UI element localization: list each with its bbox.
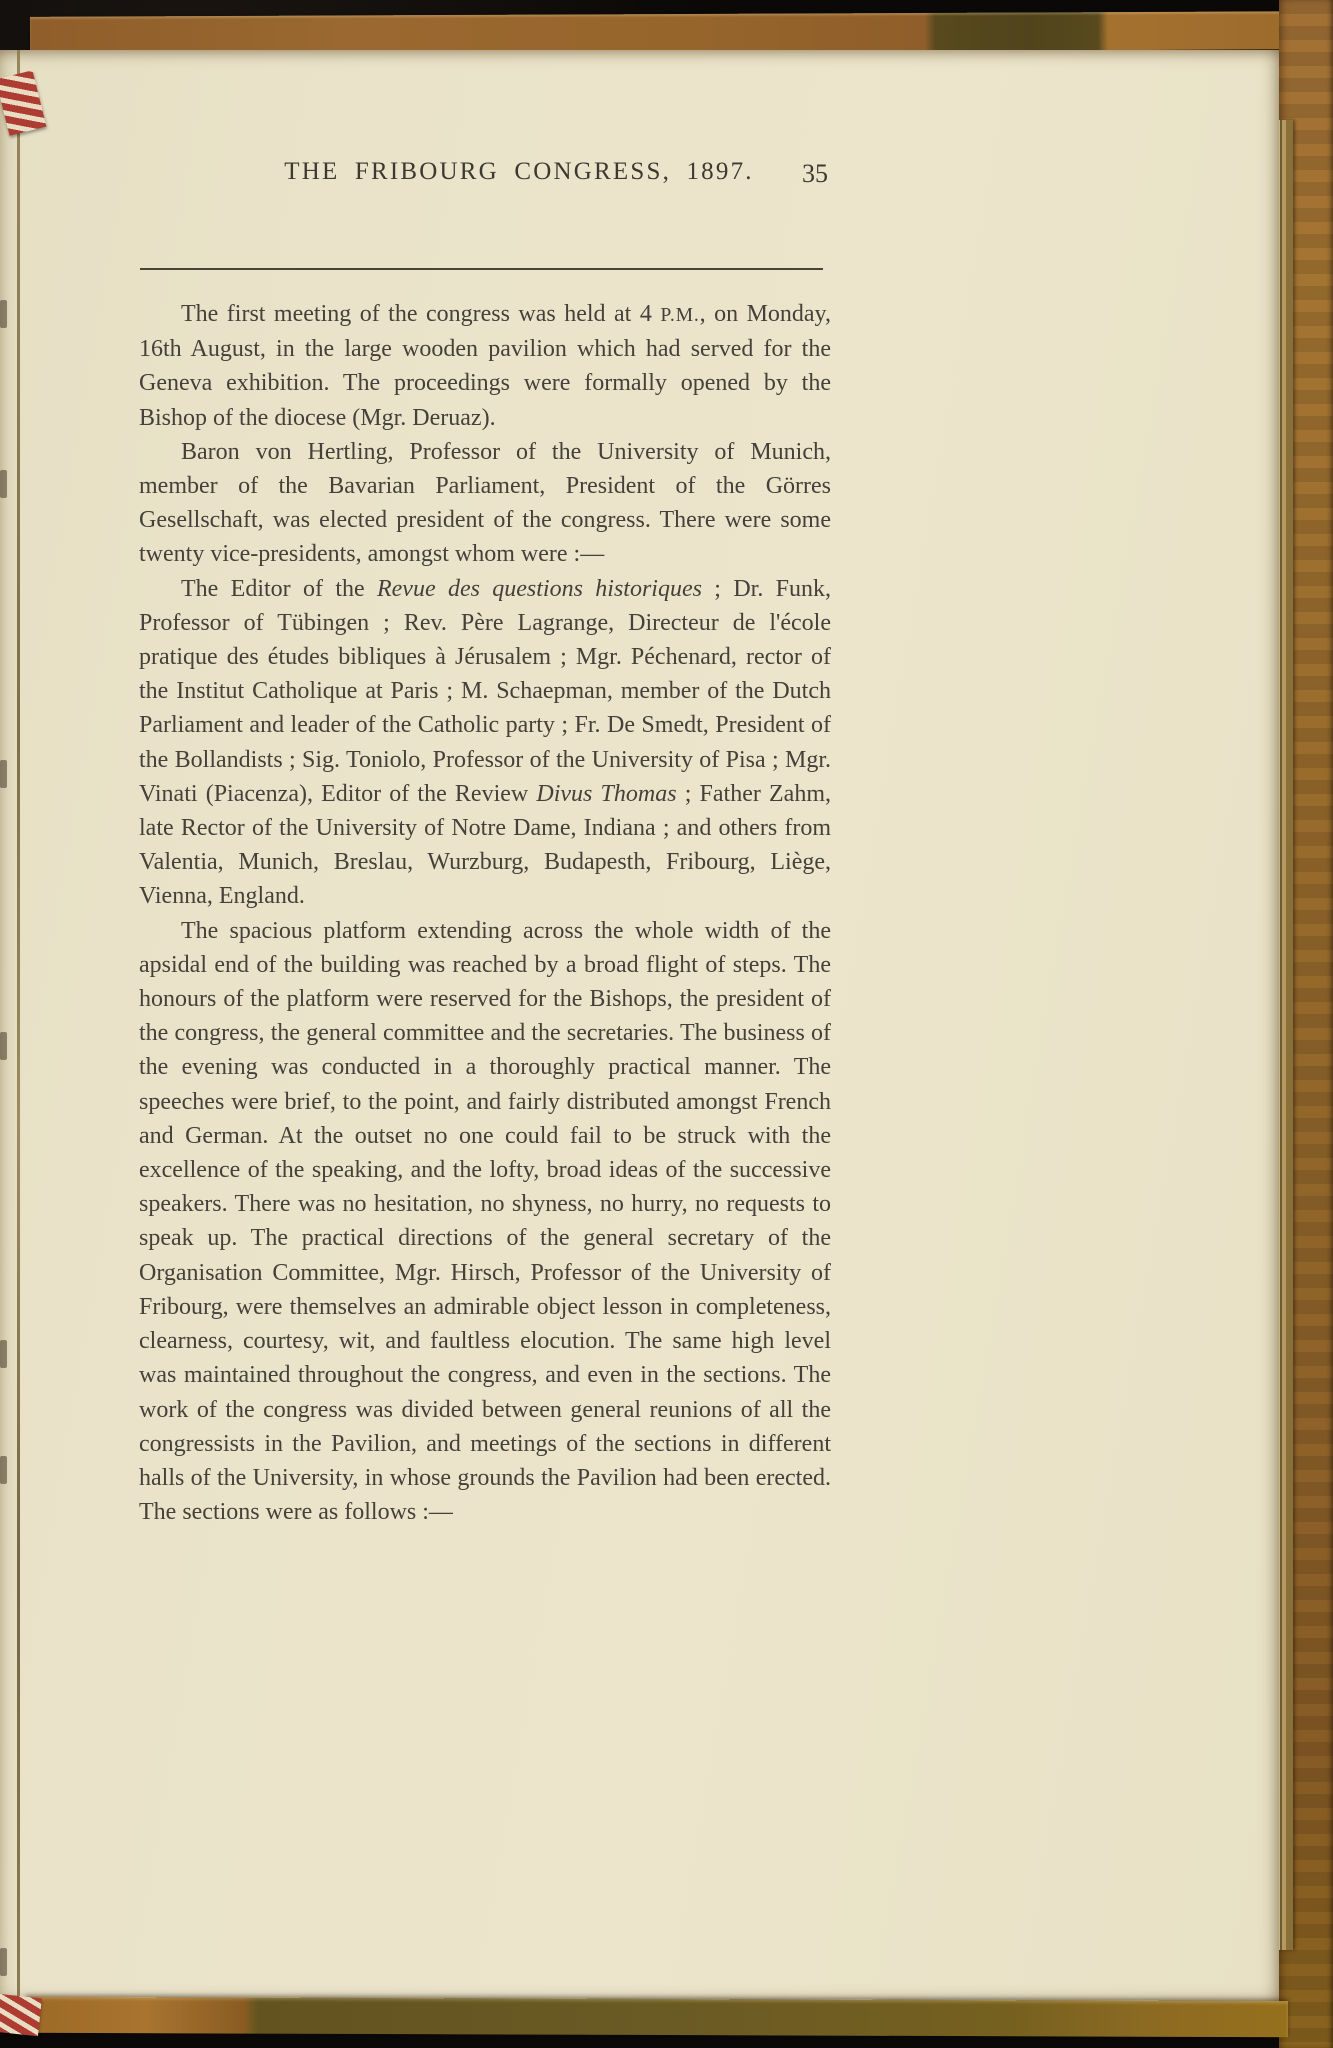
page-edge-mark <box>0 470 7 498</box>
text-segment: ; Father Zahm, late Rector of the University of Notre Dame, Indiana ; and others from Valentia, Munich, Breslau, Wurzburg, Budapesth, Fribourg, Liège, Vienna, England. <box>139 780 832 910</box>
book-cover-top-edge <box>30 11 1333 55</box>
text-segment: Divus Thomas <box>536 780 677 807</box>
paragraph <box>139 297 831 435</box>
page-gutter-crease <box>17 50 20 2002</box>
book-cover-bottom-edge <box>26 1997 1288 2037</box>
paragraph <box>139 435 831 572</box>
text-segment: Baron von Hertling, Professor of the University of Munich, member of the Bavarian Parliament, President of the Görres Gesellschaft, was elected president of the congress. There were some twenty vice-presidents, amongst whom were :— <box>139 438 831 568</box>
page-edge-mark <box>0 1340 7 1368</box>
page-edge-mark <box>0 1456 7 1484</box>
running-head-title: THE FRIBOURG CONGRESS, 1897. <box>284 158 754 185</box>
page-edge-mark <box>0 300 7 328</box>
running-head <box>140 158 830 192</box>
page-number: 35 <box>802 159 828 188</box>
text-segment: The spacious platform extending across the whole width of the apsidal end of the building was reached by a broad flight of steps. The honours of the platform were reserved for the Bishops, the president of the congress, the general committee and the secretaries. The business of the evening was conducted in a thoroughly practical manner. The speeches were brief, to the point, and fairly distributed amongst French and German. At the outset no one could fail to be struck with the excellence of the speaking, and the lofty, broad ideas of the successive speakers. There was no hesitation, no shyness, no hurry, no requests to speak up. The practical directions of the general secretary of the Organisation Committee, Mgr. Hirsch, Professor of the University of Fribourg, were themselves an admirable object lesson in completeness, clearness, courtesy, wit, and faultless elocution. The same high level was maintained throughout the congress, and even in the sections. The work of the congress was divided between general reunions of all the congressists in the Pavilion, and meetings of the sections in different halls of the University, in whose grounds the Pavilion had been erected. The sections were as follows :— <box>139 917 831 1526</box>
text-segment: ; Dr. Funk, Professor of Tübingen ; Rev. Père Lagrange, Directeur de l'école pratique des études bibliques à Jérusalem ; Mgr. Péchenard, rector of the Institut Catholique at Paris ; M. Schaepman, member of the Dutch Parliament and leader of the Catholic party ; Fr. De Smedt, President of the Bollandists ; Sig. Toniolo, Professor of the University of Pisa ; Mgr. Vinati (Piacenza), Editor of the Review <box>139 575 832 807</box>
text-segment: P.M. <box>660 304 700 326</box>
paragraph <box>139 914 831 1530</box>
text-segment: The first meeting of the congress was held at 4 <box>181 301 661 327</box>
text-segment: , on Monday, 16th August, in the large wooden pavilion which had served for the Geneva exhibition. The proceedings were formally opened by the Bishop of the diocese (Mgr. Deruaz). <box>139 301 831 431</box>
text-segment: The Editor of the <box>181 575 377 602</box>
headband-bottom <box>0 1994 42 2036</box>
paragraph <box>139 572 831 914</box>
page-edge-mark <box>0 1032 7 1060</box>
body-text <box>139 297 831 1529</box>
text-segment: Revue des questions historiques <box>376 575 702 602</box>
page-edge-mark <box>0 1948 7 1976</box>
page-edge-mark <box>0 760 7 788</box>
header-rule <box>140 268 823 270</box>
